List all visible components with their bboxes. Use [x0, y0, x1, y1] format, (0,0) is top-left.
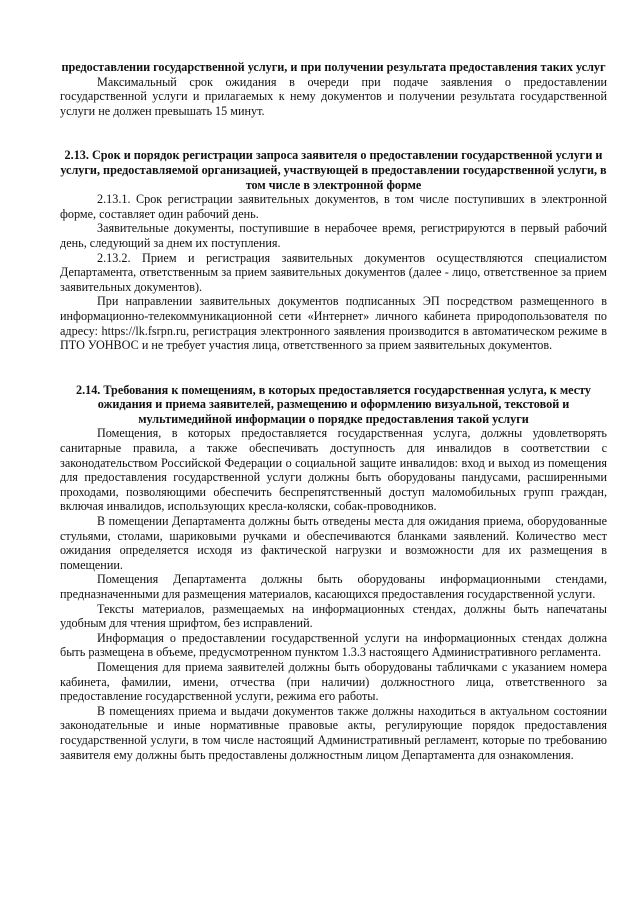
paragraph: Заявительные документы, поступившие в нерабочее время, регистрируются в первый рабочий день, следующий за днем их поступления. [60, 221, 607, 250]
paragraph: В помещении Департамента должны быть отведены места для ожидания приема, оборудованные стульями, столами, шариковыми ручками и обеспечиваются бланками заявлений. Количество мест ожидания определяется исходя из фактической нагрузки и возможности для их размещения в помещении. [60, 514, 607, 572]
intro-heading: предоставлении государственной услуги, и при получении результата предоставления таких услуг [61, 60, 606, 74]
paragraph: Помещения Департамента должны быть оборудованы информационными стендами, предназначенными для размещения материалов, касающихся предоставления государственной услуги. [60, 572, 607, 601]
paragraph: При направлении заявительных документов подписанных ЭП посредством размещенного в информационно-телекоммуникационной сети «Интернет» личного кабинета природопользователя по адресу: https://lk.fsrpn.ru, регистрация электронного заявления производится в автоматическом режиме в ПТО УОНВОС и не требует участия лица, ответственного за прием заявительных документов. [60, 294, 607, 353]
paragraph: Информация о предоставлении государственной услуги на информационных стендах должна быть размещена в объеме, предусмотренном пунктом 1.3.3 настоящего Административного регламента. [60, 630, 607, 660]
paragraph: Максимальный срок ожидания в очереди при подаче заявления о предоставлении государственной услуги и прилагаемых к нему документов и получении результата государственной услуги не должен превышать 15 минут. [60, 74, 607, 118]
section-2-13-heading: 2.13. Срок и порядок регистрации запроса заявителя о предоставлении государственной услуги и услуги, предоставляемой организацией, участвующей в предоставлении государственной услуги, в том числе в электронной форме [60, 148, 607, 192]
paragraph: Помещения для приема заявителей должны быть оборудованы табличками с указанием номера кабинета, фамилии, имени, отчества (при наличии) должностного лица, ответственного за предоставление государственной услуги, режима его работы. [60, 659, 607, 704]
paragraph: Помещения, в которых предоставляется государственная услуга, должны удовлетворять санитарные правила, а также обеспечивать доступность для инвалидов в соответствии с законодательством Российской Федерации о социальной защите инвалидов: вход и выход из помещения для предоставления государственной услуги должны быть оборудованы пандусами, расширенными проходами, позволяющими обеспечить беспрепятственный доступ маломобильных групп граждан, включая инвалидов, использующих кресла-коляски, собак-проводников. [60, 426, 607, 514]
spacer [60, 353, 607, 383]
paragraph: Тексты материалов, размещаемых на информационных стендах, должны быть напечатаны удобным для чтения шрифтом, без исправлений. [60, 601, 607, 631]
paragraph: В помещениях приема и выдачи документов также должны находиться в актуальном состоянии законодательные и иные нормативные правовые акты, регулирующие порядок предоставления государственной услуги, в том числе настоящий Административный регламент, которые по требованию заявителя ему должны быть предоставлены должностным лицом Департамента для ознакомления. [60, 703, 607, 762]
spacer [60, 118, 607, 148]
paragraph: 2.13.1. Срок регистрации заявительных документов, в том числе поступивших в электронной форме, составляет один рабочий день. [60, 192, 607, 221]
paragraph: 2.13.2. Прием и регистрация заявительных документов осуществляются специалистом Департамента, ответственным за прием заявительных документов (далее - лицо, ответственное за прием заявительных документов). [60, 250, 607, 294]
section-2-14-heading: 2.14. Требования к помещениям, в которых предоставляется государственная услуга, к месту ожидания и приема заявителей, размещению и оформлению визуальной, текстовой и мультимедийной информации о порядке предоставления такой услуги [75, 382, 592, 426]
